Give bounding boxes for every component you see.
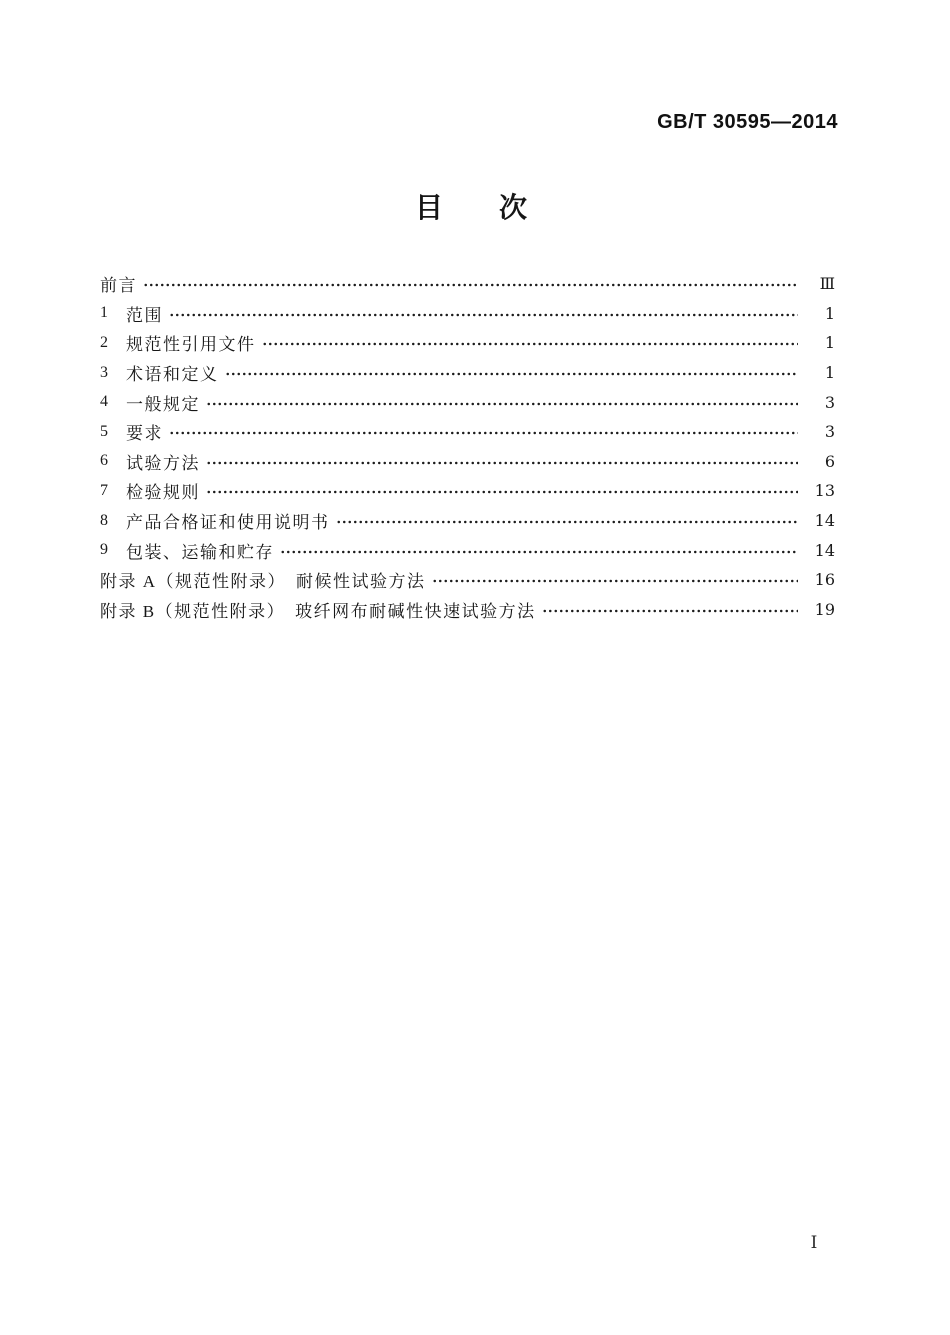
toc-entry-number: 3: [100, 363, 108, 381]
toc-leader-dots: [542, 607, 798, 615]
toc-entry-number: 1: [100, 304, 108, 322]
toc-entry: [100, 269, 835, 299]
toc-leader-dots: [169, 311, 798, 319]
table-of-contents: [100, 269, 835, 624]
toc-entry-page: 1: [824, 363, 835, 383]
toc-entry-label: 附录 A（规范性附录） 耐候性试验方法: [100, 572, 426, 592]
page-title: 目 次: [414, 192, 527, 223]
toc-entry-number: 4: [100, 393, 108, 411]
toc-entry: [100, 299, 835, 329]
toc-entry-label: 产品合格证和使用说明书: [126, 513, 330, 533]
toc-leader-dots: [280, 548, 798, 556]
toc-entry-number: 9: [100, 541, 108, 559]
toc-entry-page: 14: [814, 540, 835, 560]
toc-leader-dots: [206, 488, 798, 496]
toc-entry-label: 范围: [126, 305, 163, 325]
toc-entry-label: 检验规则: [126, 483, 200, 503]
toc-entry: [100, 476, 835, 506]
toc-leader-dots: [225, 370, 799, 378]
toc-entry-page: Ⅲ: [819, 274, 835, 294]
standard-number-header: GB/T 30595—2014: [657, 111, 838, 133]
toc-entry-number: 8: [100, 511, 108, 529]
toc-entry-label: 要求: [126, 424, 163, 444]
toc-leader-dots: [206, 400, 798, 408]
toc-leader-dots: [143, 281, 798, 289]
toc-entry-label: 前言: [100, 276, 137, 296]
toc-entry: [100, 535, 835, 565]
footer-page-number: Ⅰ: [810, 1233, 818, 1253]
toc-leader-dots: [206, 459, 798, 467]
toc-entry: [100, 447, 835, 477]
toc-entry: [100, 417, 835, 447]
toc-entry-number: 7: [100, 481, 108, 499]
toc-entry-page: 3: [824, 392, 835, 412]
toc-entry-label: 一般规定: [126, 394, 200, 414]
toc-entry-number: 5: [100, 422, 108, 440]
toc-entry-page: 19: [814, 599, 835, 619]
toc-entry-label: 规范性引用文件: [126, 335, 256, 355]
toc-entry: [100, 358, 835, 388]
toc-entry: [100, 506, 835, 536]
toc-entry-page: 14: [814, 511, 835, 531]
toc-entry-page: 16: [814, 570, 835, 590]
toc-entry-label: 附录 B（规范性附录） 玻纤网布耐碱性快速试验方法: [100, 601, 536, 621]
toc-entry-number: 6: [100, 452, 108, 470]
toc-entry: [100, 595, 835, 625]
toc-entry: [100, 387, 835, 417]
toc-entry-page: 6: [824, 451, 835, 471]
toc-entry-label: 术语和定义: [126, 365, 219, 385]
toc-entry: [100, 328, 835, 358]
toc-entry-number: 2: [100, 333, 108, 351]
toc-leader-dots: [169, 429, 798, 437]
toc-entry-page: 13: [814, 481, 835, 501]
toc-entry: [100, 565, 835, 595]
toc-entry-label: 包装、运输和贮存: [126, 542, 274, 562]
toc-leader-dots: [336, 518, 799, 526]
toc-leader-dots: [262, 340, 799, 348]
toc-entry-label: 试验方法: [126, 453, 200, 473]
toc-entry-page: 1: [824, 333, 835, 353]
toc-entry-page: 1: [824, 303, 835, 323]
toc-entry-page: 3: [824, 422, 835, 442]
toc-leader-dots: [432, 577, 798, 585]
